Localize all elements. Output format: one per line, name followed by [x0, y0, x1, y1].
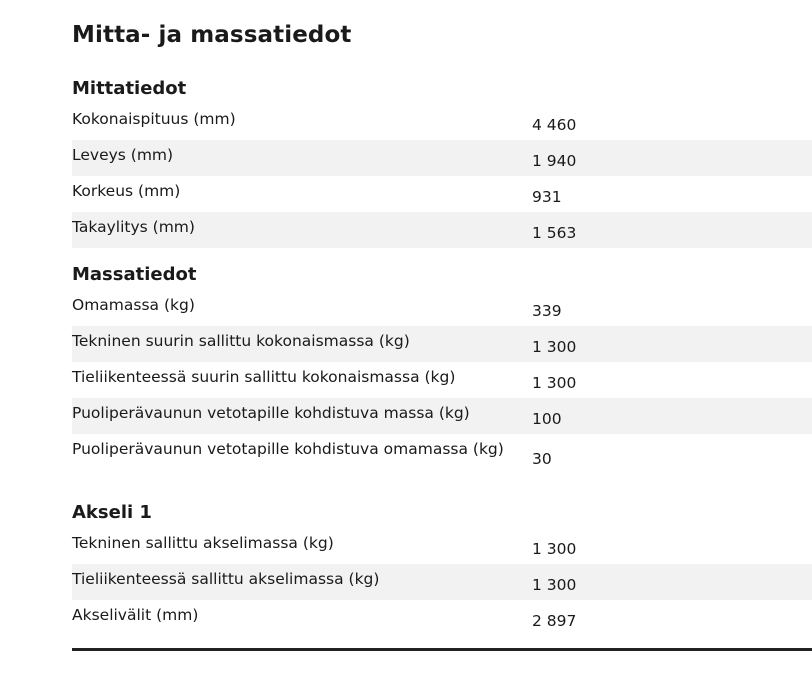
row-value: 1 300 — [532, 540, 577, 558]
row-label: Akselivälit (mm) — [72, 606, 199, 624]
bottom-divider — [72, 648, 812, 651]
row-value: 1 940 — [532, 152, 577, 170]
row-value: 30 — [532, 450, 552, 468]
row-label: Leveys (mm) — [72, 146, 174, 164]
table-row — [72, 290, 812, 326]
row-label: Tieliikenteessä suurin sallittu kokonaismassa (kg) — [72, 368, 456, 386]
table-row — [72, 600, 812, 636]
row-value: 339 — [532, 302, 562, 320]
section-title: Akseli 1 — [72, 502, 152, 523]
table-row — [72, 140, 812, 176]
table-row — [72, 326, 812, 362]
row-label: Puoliperävaunun vetotapille kohdistuva massa (kg) — [72, 404, 470, 422]
table-row — [72, 434, 812, 486]
row-value: 4 460 — [532, 116, 577, 134]
row-value: 931 — [532, 188, 562, 206]
table-row — [72, 564, 812, 600]
table-row — [72, 398, 812, 434]
row-label: Takaylitys (mm) — [72, 218, 195, 236]
row-value: 1 563 — [532, 224, 577, 242]
page-title: Mitta- ja massatiedot — [72, 22, 352, 48]
table-row — [72, 362, 812, 398]
row-value: 1 300 — [532, 338, 577, 356]
section-title: Massatiedot — [72, 264, 197, 285]
section-title: Mittatiedot — [72, 78, 187, 99]
row-value: 100 — [532, 410, 562, 428]
table-row — [72, 104, 812, 140]
section-massatiedot — [72, 260, 812, 486]
row-value: 1 300 — [532, 576, 577, 594]
row-label: Tekninen suurin sallittu kokonaismassa (kg) — [72, 332, 410, 350]
table-row — [72, 528, 812, 564]
table-row — [72, 176, 812, 212]
row-value: 2 897 — [532, 612, 577, 630]
row-label: Puoliperävaunun vetotapille kohdistuva omamassa (kg) — [72, 440, 504, 458]
row-value: 1 300 — [532, 374, 577, 392]
table-row — [72, 212, 812, 248]
row-label: Tieliikenteessä sallittu akselimassa (kg) — [72, 570, 380, 588]
section-akseli-1 — [72, 498, 812, 636]
row-label: Kokonaispituus (mm) — [72, 110, 236, 128]
row-label: Korkeus (mm) — [72, 182, 181, 200]
row-label: Tekninen sallittu akselimassa (kg) — [72, 534, 334, 552]
section-mittatiedot — [72, 74, 812, 248]
row-label: Omamassa (kg) — [72, 296, 195, 314]
